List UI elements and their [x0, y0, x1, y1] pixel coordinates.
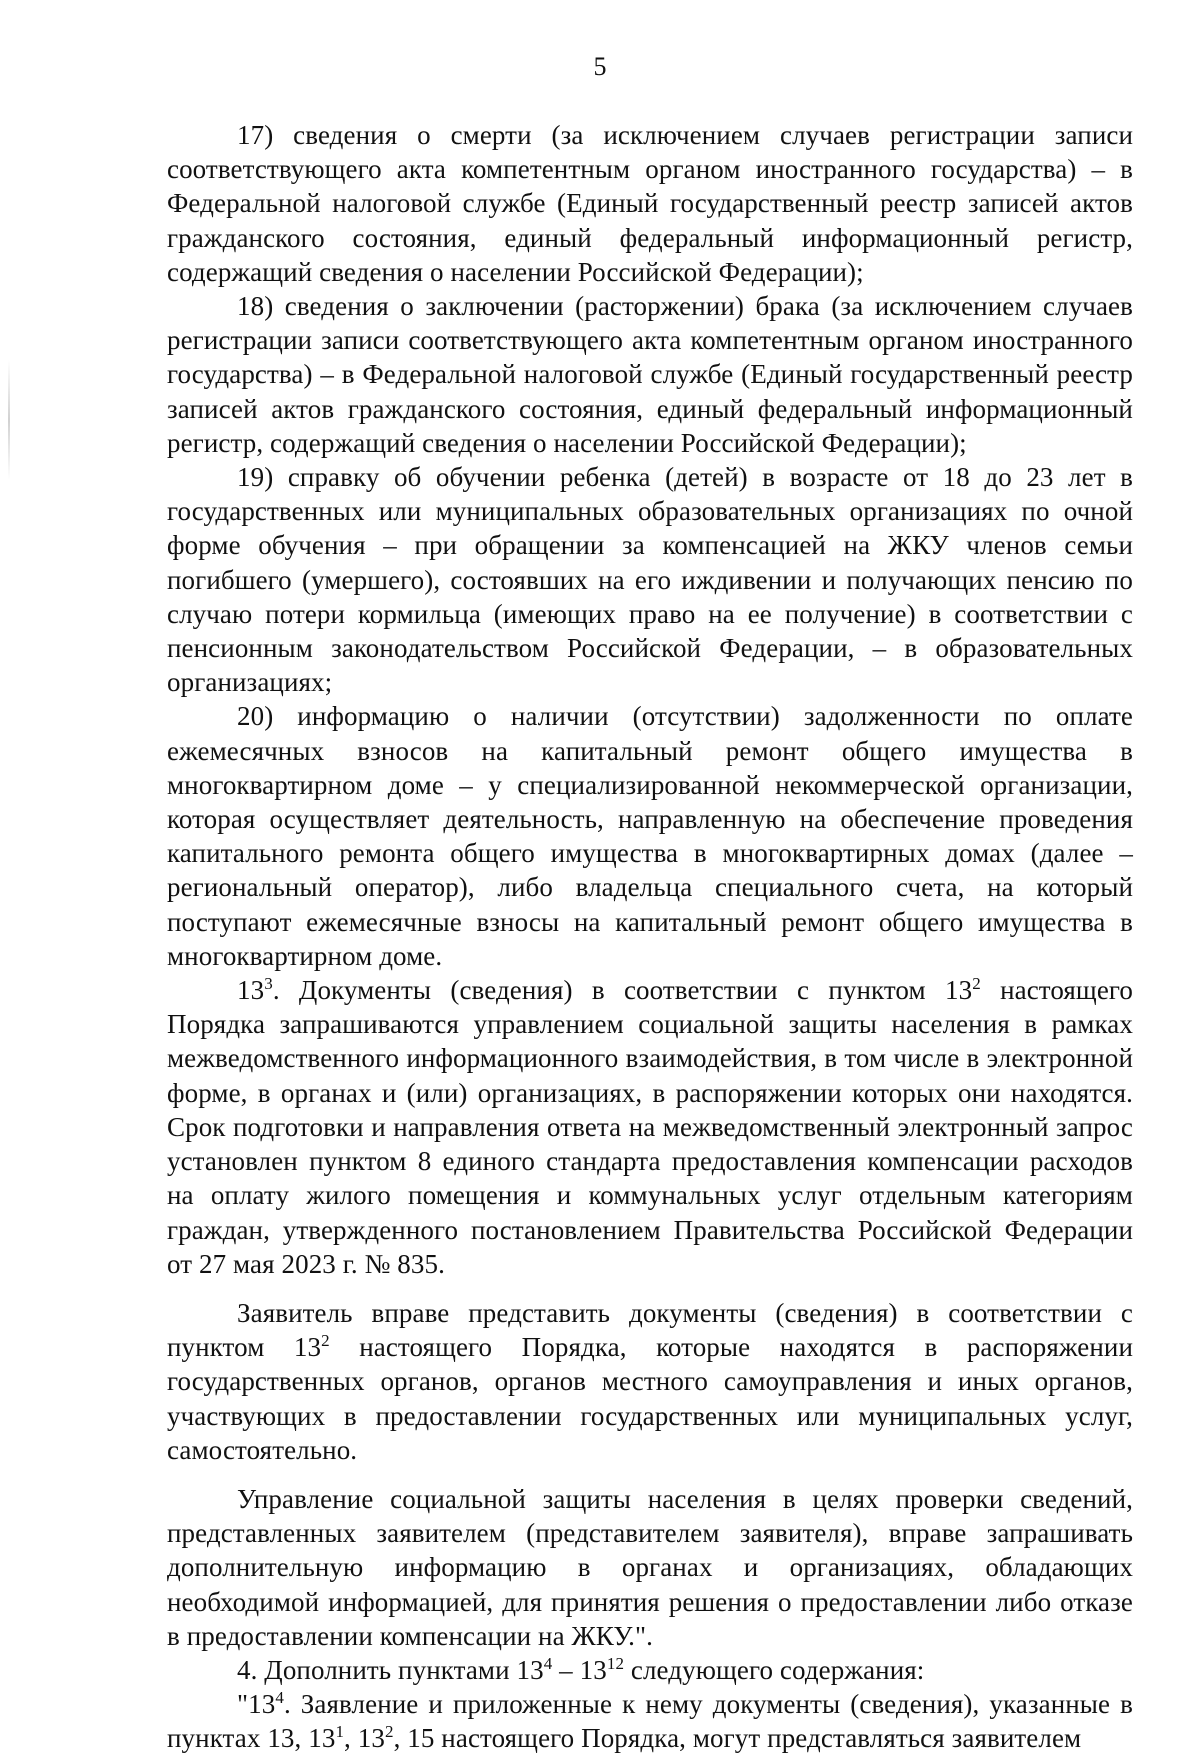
- paragraph-text: ,: [344, 1723, 358, 1754]
- paragraph-text: ": [237, 1689, 249, 1720]
- clause-number: 13: [579, 1654, 607, 1685]
- clause-number: 13: [248, 1689, 276, 1720]
- paragraph-item-20: [167, 699, 1133, 973]
- paragraph-clause-13-4: [167, 1687, 1133, 1755]
- clause-superscript: 12: [606, 1653, 625, 1673]
- paragraph-text: 4. Дополнить пунктами: [237, 1654, 517, 1685]
- clause-number: 13: [237, 975, 265, 1006]
- paragraph-text: 17) сведения о смерти (за исключением случаев регистрации записи соответствующего акта компетентным органом иностранного государства) – в Федеральной налоговой службе (Единый государственный реестр записей актов гражданского состояния, единый федеральный информационный регистр, содержащий сведения о населении Российской Федерации);: [167, 120, 1133, 287]
- paragraph-text: . Документы (сведения) в соответствии с пунктом: [272, 975, 945, 1006]
- page-number: 5: [593, 52, 607, 81]
- paragraph-text: 19) справку об обучении ребенка (детей) в возрасте от 18 до 23 лет в государственных или муниципальных образовательных организациях по очной форме обучения – при обращении за компенсацией на ЖКУ членов семьи погибшего (умершего), состоявших на его иждивении и получающих пенсию по случаю потери кормильца (имеющих право на ее получение) в соответствии с пенсионным законодательством Российской Федерации, – в образовательных организациях;: [167, 462, 1133, 698]
- clause-superscript: 3: [264, 974, 273, 994]
- clause-reference-number: 13: [944, 975, 973, 1006]
- paragraph-clause-13-3: [167, 973, 1133, 1281]
- paragraph-applicant-right: [167, 1296, 1133, 1467]
- clause-reference-number: 13: [293, 1332, 322, 1363]
- paragraph-item-18: [167, 289, 1133, 460]
- clause-number: 13: [516, 1654, 544, 1685]
- range-dash: –: [552, 1654, 580, 1685]
- paragraph-text: 18) сведения о заключении (расторжении) брака (за исключением случаев регистрации записи соответствующего акта компетентным органом иностранного государства) – в Федеральной налоговой службе (Единый государственный реестр записей актов гражданского состояния, единый федеральный информационный регистр, содержащий сведения о населении Российской Федерации);: [167, 291, 1133, 458]
- scan-edge-mark: [8, 360, 10, 480]
- clause-reference-superscript: 1: [335, 1722, 345, 1742]
- paragraph-social-protection: [167, 1482, 1133, 1653]
- paragraph-item-17: [167, 118, 1133, 289]
- clause-reference-superscript: 2: [384, 1722, 394, 1742]
- clause-reference-number: 13: [308, 1723, 336, 1754]
- paragraph-item-19: [167, 460, 1133, 699]
- paragraph-text: настоящего Порядка запрашиваются управлением социальной защиты населения в рамках межведомственного информационного взаимодействия, в том числе в электронной форме, в органах и (или) организациях, в распоряжении которых они находятся. Срок подготовки и направления ответа на межведомственный электронный запрос установлен пунктом 8 единого стандарта предоставления компенсации расходов на оплату жилого помещения и коммунальных услуг отдельным категориям граждан, утвержденного постановлением Правительства Российской Федерации от 27 мая 2023 г. № 835.: [167, 975, 1134, 1279]
- paragraph-text: . Заявление и приложенные к нему документы (сведения), указанные в пунктах 13,: [167, 1689, 1133, 1754]
- paragraph-text: настоящего Порядка, которые находятся в распоряжении государственных органов, органов местного самоуправления и иных органов, участвующих в предоставлении государственных или муниципальных услуг, самостоятельно.: [167, 1332, 1133, 1465]
- paragraph-text: 20) информацию о наличии (отсутствии) задолженности по оплате ежемесячных взносов на капитальный ремонт общего имущества в многоквартирном доме – у специализированной некоммерческой организации, которая осуществляет деятельность, направленную на обеспечение проведения капитального ремонта общего имущества в многоквартирных домах (далее – региональный оператор), либо владельца специального счета, на который поступают ежемесячные взносы на капитальный ремонт общего имущества в многоквартирном доме.: [167, 701, 1133, 971]
- clause-reference-superscript: 2: [321, 1331, 330, 1351]
- paragraph-text: , 15 настоящего Порядка, могут представляться заявителем: [393, 1723, 1082, 1754]
- paragraph-amendment-4: [167, 1653, 1133, 1687]
- clause-superscript: 4: [543, 1653, 553, 1673]
- clause-superscript: 4: [275, 1688, 284, 1708]
- clause-reference-superscript: 2: [972, 974, 981, 994]
- paragraph-text: следующего содержания:: [624, 1654, 925, 1685]
- clause-reference-number: 13: [357, 1723, 385, 1754]
- paragraph-text: Управление социальной защиты населения в целях проверки сведений, представленных заявителем (представителем заявителя), вправе запрашивать дополнительную информацию в органах и организациях, обладающих необходимой информацией, для принятия решения о предоставлении либо отказе в предоставлении компенсации на ЖКУ.".: [167, 1483, 1133, 1651]
- paragraph-text: Заявитель вправе представить документы (сведения) в соответствии с пунктом: [167, 1297, 1133, 1363]
- document-body: [167, 118, 1133, 1756]
